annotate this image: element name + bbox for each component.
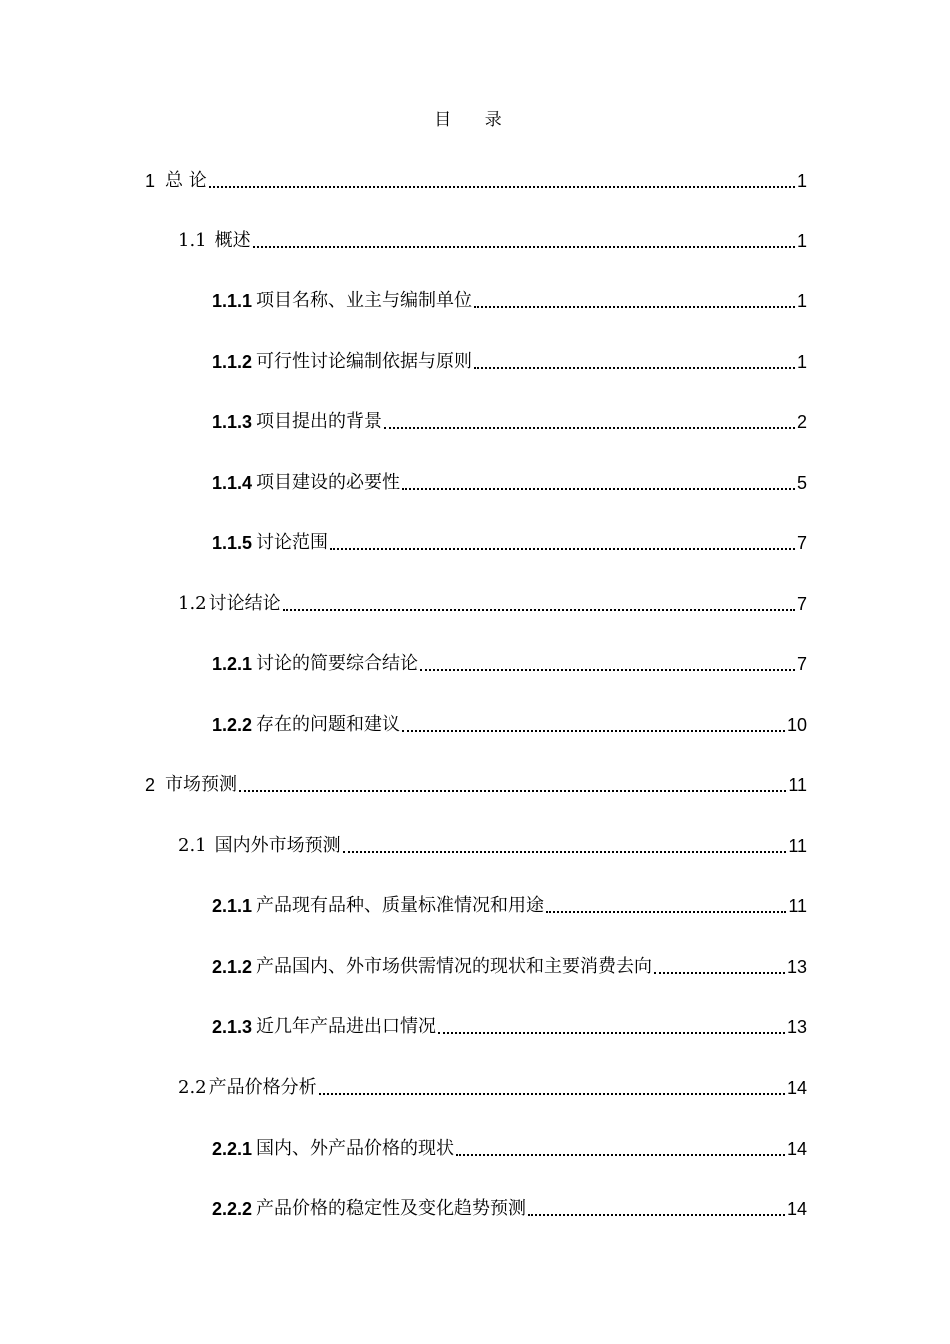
- toc-entry-number: 1.1.2: [212, 352, 253, 372]
- toc-entry-label: 国内外市场预测: [214, 835, 341, 856]
- dot-leader: [474, 306, 795, 308]
- toc-entry-label: 存在的问题和建议: [256, 714, 401, 735]
- toc-entry-page: 1: [796, 171, 807, 191]
- dot-leader: [402, 488, 795, 490]
- toc-entry-number: 2.2: [178, 1077, 207, 1098]
- toc-entry-page: 7: [796, 533, 807, 553]
- toc-entry-page: 13: [786, 1017, 807, 1037]
- toc-entry-subsection[interactable]: [212, 468, 807, 498]
- toc-entry-subsection[interactable]: [212, 528, 807, 558]
- toc-entry-number: 2.2.2: [212, 1199, 253, 1219]
- toc-entry-page: 14: [786, 1199, 807, 1219]
- toc-entry-subsection[interactable]: [212, 1012, 807, 1042]
- dot-leader: [420, 669, 795, 671]
- toc-entry-subsection[interactable]: [212, 347, 807, 377]
- dot-leader: [474, 367, 795, 369]
- toc-entry-subsection[interactable]: [212, 1134, 807, 1164]
- dot-leader: [253, 246, 795, 248]
- toc-entry-subsection[interactable]: [212, 649, 807, 679]
- toc-entry-section[interactable]: [178, 226, 807, 256]
- toc-title: 目 录: [434, 110, 516, 130]
- dot-leader: [239, 790, 786, 792]
- toc-entry-page: 7: [796, 594, 807, 614]
- toc-entry-number: 1.2.2: [212, 715, 253, 735]
- toc-entry-number: 1.1.5: [212, 533, 253, 553]
- toc-entry-label: 项目名称、业主与编制单位: [256, 290, 473, 311]
- toc-entry-page: 11: [788, 836, 807, 856]
- toc-entry-chapter[interactable]: [145, 166, 807, 196]
- toc-entry-number: 2.1.2: [212, 957, 253, 977]
- dot-leader: [654, 972, 785, 974]
- toc-entry-number: 1.1.4: [212, 473, 253, 493]
- toc-entry-label: 总 论: [165, 170, 207, 191]
- toc-entry-label: 产品价格分析: [208, 1077, 317, 1098]
- toc-entry-number: 1.2.1: [212, 654, 253, 674]
- toc-entry-subsection[interactable]: [212, 407, 807, 437]
- toc-entry-number: 2.1: [178, 835, 207, 856]
- toc-entry-page: 13: [786, 957, 807, 977]
- toc-entry-label: 产品价格的稳定性及变化趋势预测: [256, 1198, 527, 1219]
- dot-leader: [209, 186, 795, 188]
- toc-entry-number: 1.1: [178, 230, 207, 251]
- toc-entry-label: 产品现有品种、质量标准情况和用途: [256, 895, 545, 916]
- toc-entry-label: 项目提出的背景: [256, 411, 383, 432]
- toc-entry-number: 2.2.1: [212, 1139, 253, 1159]
- dot-leader: [319, 1093, 785, 1095]
- toc-entry-number: 1.1.3: [212, 412, 253, 432]
- toc-entry-number: 2.1.1: [212, 896, 253, 916]
- toc-entry-section[interactable]: [178, 831, 807, 861]
- toc-entry-page: 10: [786, 715, 807, 735]
- toc-entry-number: 1.2: [178, 593, 207, 614]
- toc-entry-label: 市场预测: [165, 774, 238, 795]
- dot-leader: [343, 851, 787, 853]
- toc-entry-section[interactable]: [178, 1073, 807, 1103]
- toc-entry-page: 5: [796, 473, 807, 493]
- dot-leader: [402, 730, 785, 732]
- toc-entry-page: 1: [796, 231, 807, 251]
- toc-entry-page: 11: [788, 896, 807, 916]
- dot-leader: [283, 609, 795, 611]
- toc-entry-page: 1: [796, 352, 807, 372]
- toc-entry-number: 1: [145, 171, 156, 191]
- toc-entry-page: 14: [786, 1078, 807, 1098]
- toc-entry-subsection[interactable]: [212, 1194, 807, 1224]
- toc-entry-label: 讨论结论: [208, 593, 281, 614]
- dot-leader: [438, 1032, 785, 1034]
- toc-entry-label: 讨论范围: [256, 532, 329, 553]
- dot-leader: [384, 427, 795, 429]
- toc-entry-number: 2: [145, 775, 156, 795]
- toc-entry-label: 近几年产品进出口情况: [256, 1016, 437, 1037]
- toc-entry-subsection[interactable]: [212, 891, 807, 921]
- toc-entry-number: 1.1.1: [212, 291, 253, 311]
- toc-entry-page: 7: [796, 654, 807, 674]
- toc-entry-label: 国内、外产品价格的现状: [256, 1138, 455, 1159]
- toc-entry-label: 产品国内、外市场供需情况的现状和主要消费去向: [256, 956, 653, 977]
- toc-entry-page: 2: [796, 412, 807, 432]
- toc-entry-subsection[interactable]: [212, 710, 807, 740]
- toc-entry-section[interactable]: [178, 589, 807, 619]
- toc-entry-subsection[interactable]: [212, 286, 807, 316]
- toc-entry-label: 项目建设的必要性: [256, 472, 401, 493]
- dot-leader: [546, 911, 786, 913]
- toc-entry-page: 1: [796, 291, 807, 311]
- dot-leader: [456, 1154, 785, 1156]
- toc-entry-subsection[interactable]: [212, 952, 807, 982]
- toc-entry-label: 可行性讨论编制依据与原则: [256, 351, 473, 372]
- dot-leader: [528, 1214, 785, 1216]
- toc-entry-number: 2.1.3: [212, 1017, 253, 1037]
- toc-entry-page: 11: [788, 775, 807, 795]
- toc-entry-label: 讨论的简要综合结论: [256, 653, 419, 674]
- toc-entry-page: 14: [786, 1139, 807, 1159]
- toc-entry-label: 概述: [214, 230, 251, 251]
- dot-leader: [330, 548, 795, 550]
- toc-entry-chapter[interactable]: [145, 770, 807, 800]
